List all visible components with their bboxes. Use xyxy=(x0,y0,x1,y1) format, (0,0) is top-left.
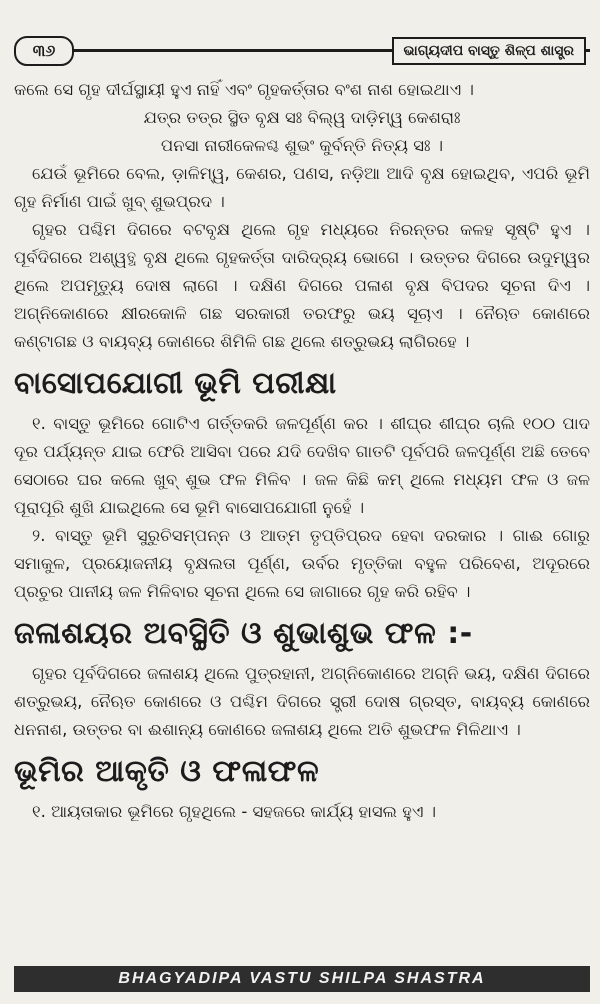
paragraph-tree-directions: ଗୃହର ପଶ୍ଚିମ ଦିଗରେ ବଟବୃକ୍ଷ ଥିଲେ ଗୃହ ମଧ୍ୟରେ ନିରନ୍ତର କଳହ ସୃଷ୍ଟି ହୁଏ । ପୂର୍ବଦିଗରେ ଅଶ୍ୱତ୍ଥ ବୃକ୍ଷ ଥିଲେ ଗୃହକର୍ତ୍ତା ଦାରିଦ୍ର୍ୟ ଭୋଗେ । ଉତ୍ତର ଦିଗରେ ଉଦୁମ୍ୱର ଥିଲେ ଅପମୃତ୍ୟୁ ଦୋଷ ଲାଗେ । ଦକ୍ଷିଣ ଦିଗରେ ପଳାଶ ବୃକ୍ଷ ବିପଦର ସୂଚନା ଦିଏ । ଅଗ୍ନିକୋଣରେ କ୍ଷୀରକୋଳି ଗଛ ସରକାରୀ ତରଫରୁ ଭୟ ସୂଚାଏ । ନୈଋତ କୋଣରେ କଣ୍ଟାଗଛ ଓ ବାୟବ୍ୟ କୋଣରେ ଶିମିଳି ଗଛ ଥିଲେ ଶତ୍ରୁଭୟ ଲାଗିରହେ । xyxy=(14,220,590,351)
page-header xyxy=(14,34,590,64)
sanskrit-verse-line-1: ଯତ୍ର ତତ୍ର ସ୍ଥିତ ବୃକ୍ଷ ସଃ ବିଲ୍ୱ ଦାଡ଼ିମ୍ୱ କେଶରାଃ xyxy=(143,108,461,127)
section-heading-water-body: ଜଳାଶୟର ଅବସ୍ଥିତି ଓ ଶୁଭାଶୁଭ ଫଳ :- xyxy=(14,616,473,651)
paragraph-land-test-2: ୨. ବାସ୍ତୁ ଭୂମି ସୁରୁଚିସମ୍ପନ୍ନ ଓ ଆତ୍ମ ତୃପ୍ତିପ୍ରଦ ହେବା ଦରକାର । ଗାଈ ଗୋରୁ ସମାକୁଳ, ପ୍ରୟୋଜନୀୟ ବୃକ୍ଷଲତା ପୂର୍ଣ୍ଣ, ଉର୍ବର ମୃତ୍ତିକା ବହୁଳ ପରିବେଶ, ଅଦୂରରେ ପ୍ରଚୁର ପାନୀୟ ଜଳ ମିଳିବାର ସୂଚନା ଥିଲେ ସେ ଜାଗାରେ ଗୃହ କରି ରହିବ । xyxy=(14,526,590,601)
running-title: ଭାଗ୍ୟଦୀପ ବାସ୍ତୁ ଶିଳ୍ପ ଶାସ୍ତ୍ର xyxy=(392,37,586,65)
section-heading-land-test: ବାସୋପଯୋଗୀ ଭୂମି ପରୀକ୍ଷା xyxy=(14,366,337,401)
page-footer-banner: BHAGYADIPA VASTU SHILPA SHASTRA xyxy=(14,966,590,992)
page-body xyxy=(14,76,590,826)
paragraph-land-shape-1: ୧. ଆୟତାକାର ଭୂମିରେ ଗୃହଥିଲେ - ସହଜରେ କାର୍ଯ୍ୟ ହାସଲ ହୁଏ । xyxy=(32,802,437,821)
paragraph-land-test-1: ୧. ବାସ୍ତୁ ଭୂମିରେ ଗୋଟିଏ ଗର୍ତ୍ତକରି ଜଳପୂର୍ଣ୍ଣ କର । ଶୀଘ୍ର ଶୀଘ୍ର ଚାଲି ୧୦୦ ପାଦ ଦୂର ପର୍ଯ୍ୟନ୍ତ ଯାଇ ଫେରି ଆସିବା ପରେ ଯଦି ଦେଖିବ ଗାତଟି ପୂର୍ବପରି ଜଳପୂର୍ଣ୍ଣ ଅଛି ତେବେ ସେଠାରେ ଘର କଲେ ଖୁବ୍ ଶୁଭ ଫଳ ମିଳିବ । ଜଳ କିଛି କମ୍ ଥିଲେ ମଧ୍ୟମ ଫଳ ଓ ଜଳ ପୂରାପୂରି ଶୁଖି ଯାଇଥିଲେ ସେ ଭୂମି ବାସୋପଯୋଗୀ ନୁହେଁ । xyxy=(14,414,590,517)
page-number: ୩୬ xyxy=(14,36,74,66)
paragraph-auspicious-trees: ଯେଉଁ ଭୂମିରେ ବେଲ, ଡ଼ାଳିମ୍ୱ, କେଶର, ପଣସ, ନଡ଼ିଆ ଆଦି ବୃକ୍ଷ ହୋଇଥିବ, ଏପରି ଭୂମି ଗୃହ ନିର୍ମାଣ ପାଇଁ ଖୁବ୍ ଶୁଭପ୍ରଦ । xyxy=(14,164,590,211)
paragraph-water-body: ଗୃହର ପୂର୍ବଦିଗରେ ଜଳାଶୟ ଥିଲେ ପୁତ୍ରହାନୀ, ଅଗ୍ନିକୋଣରେ ଅଗ୍ନି ଭୟ, ଦକ୍ଷିଣ ଦିଗରେ ଶତ୍ରୁଭୟ, ନୈଋତ କୋଣରେ ଓ ପଶ୍ଚିମ ଦିଗରେ ସ୍ତ୍ରୀ ଦୋଷ ଗ୍ରସ୍ତ, ବାୟବ୍ୟ କୋଣରେ ଧନନାଶ, ଉତ୍ତର ବା ଈଶାନ୍ୟ କୋଣରେ ଜଳାଶୟ ଥିଲେ ଅତି ଶୁଭଫଳ ମିଳିଥାଏ । xyxy=(14,664,590,739)
section-heading-land-shape: ଭୂମିର ଆକୃତି ଓ ଫଳାଫଳ xyxy=(14,754,320,789)
sanskrit-verse-line-2: ପନସା ନାରୀକେଳଶ୍ଚ ଶୁଭଂ କୁର୍ବନ୍ତି ନିତ୍ୟ ସଃ । xyxy=(160,136,444,155)
continuation-line: କଲେ ସେ ଗୃହ ଦୀର୍ଘସ୍ଥାୟୀ ହୁଏ ନାହିଁ ଏବଂ ଗୃହକର୍ତ୍ତାର ବଂଶ ନାଶ ହୋଇଥାଏ । xyxy=(14,80,474,99)
